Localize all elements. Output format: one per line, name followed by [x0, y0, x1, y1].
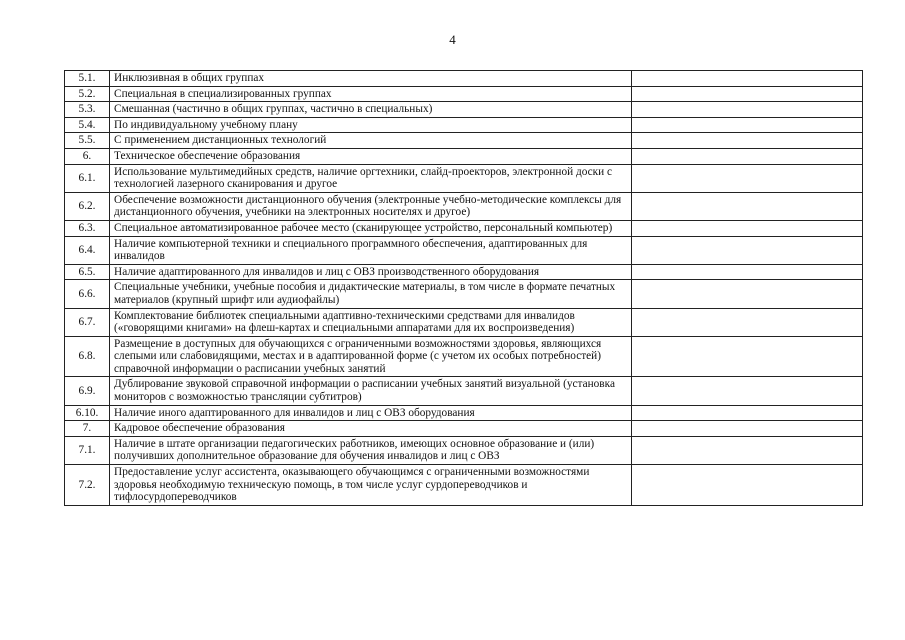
row-number: 5.5. — [65, 133, 110, 149]
table-row — [65, 465, 863, 506]
table-row — [65, 236, 863, 264]
table-row — [65, 264, 863, 280]
row-number: 6.5. — [65, 264, 110, 280]
row-value-cell — [631, 236, 862, 264]
row-number: 6.2. — [65, 192, 110, 220]
table-row — [65, 280, 863, 308]
row-value-cell — [631, 377, 862, 405]
row-description: Смешанная (частично в общих группах, частично в специальных) — [110, 102, 632, 118]
row-number: 6.1. — [65, 164, 110, 192]
row-value-cell — [631, 148, 862, 164]
row-value-cell — [631, 192, 862, 220]
row-description: Наличие компьютерной техники и специального программного обеспечения, адаптированных для инвалидов — [110, 236, 632, 264]
row-number: 6.8. — [65, 336, 110, 377]
row-value-cell — [631, 465, 862, 506]
table-row — [65, 192, 863, 220]
row-description: Наличие иного адаптированного для инвалидов и лиц с ОВЗ оборудования — [110, 405, 632, 421]
table-row — [65, 308, 863, 336]
row-number: 6.4. — [65, 236, 110, 264]
row-description: Комплектование библиотек специальными адаптивно-техническими средствами для инвалидов («говорящими книгами» на флеш-картах и специальными аппаратами для их воспроизведения) — [110, 308, 632, 336]
row-value-cell — [631, 71, 862, 87]
row-value-cell — [631, 264, 862, 280]
row-value-cell — [631, 421, 862, 437]
table-row — [65, 71, 863, 87]
row-description: Размещение в доступных для обучающихся с ограниченными возможностями здоровья, являющихся слепыми или слабовидящими, местах и в адаптированной форме (с учетом их особых потребностей) справочной информации о расписании учебных занятий — [110, 336, 632, 377]
row-number: 6.10. — [65, 405, 110, 421]
table-row — [65, 405, 863, 421]
row-number: 5.3. — [65, 102, 110, 118]
row-number: 7. — [65, 421, 110, 437]
row-description: Инклюзивная в общих группах — [110, 71, 632, 87]
row-description: Техническое обеспечение образования — [110, 148, 632, 164]
row-number: 6.9. — [65, 377, 110, 405]
row-number: 6. — [65, 148, 110, 164]
row-description: Обеспечение возможности дистанционного обучения (электронные учебно-методические комплексы для дистанционного обучения, учебники на электронных носителях и другое) — [110, 192, 632, 220]
table-row — [65, 86, 863, 102]
row-value-cell — [631, 308, 862, 336]
row-number: 6.6. — [65, 280, 110, 308]
row-value-cell — [631, 280, 862, 308]
table-row — [65, 117, 863, 133]
table-row — [65, 102, 863, 118]
row-description: Дублирование звуковой справочной информации о расписании учебных занятий визуальной (установка мониторов с возможностью трансляции субтитров) — [110, 377, 632, 405]
row-description: Специальная в специализированных группах — [110, 86, 632, 102]
row-number: 5.2. — [65, 86, 110, 102]
row-value-cell — [631, 220, 862, 236]
page-number: 4 — [449, 32, 456, 47]
table-row — [65, 148, 863, 164]
table-body — [65, 71, 863, 506]
row-number: 6.7. — [65, 308, 110, 336]
row-value-cell — [631, 133, 862, 149]
row-number: 5.4. — [65, 117, 110, 133]
row-description: Предоставление услуг ассистента, оказывающего обучающимся с ограниченными возможностями здоровья необходимую техническую помощь, в том числе услуг сурдопереводчиков и тифлосурдопереводчиков — [110, 465, 632, 506]
row-value-cell — [631, 405, 862, 421]
table-row — [65, 377, 863, 405]
row-value-cell — [631, 102, 862, 118]
row-value-cell — [631, 436, 862, 464]
row-value-cell — [631, 164, 862, 192]
table-row — [65, 220, 863, 236]
requirements-table — [64, 70, 863, 506]
row-description: Использование мультимедийных средств, наличие оргтехники, слайд-проекторов, электронной доски с технологией лазерного сканирования и другое — [110, 164, 632, 192]
row-description: С применением дистанционных технологий — [110, 133, 632, 149]
row-description: Кадровое обеспечение образования — [110, 421, 632, 437]
row-description: Специальные учебники, учебные пособия и дидактические материалы, в том числе в формате печатных материалов (крупный шрифт или аудиофайлы) — [110, 280, 632, 308]
row-number: 6.3. — [65, 220, 110, 236]
row-description: Специальное автоматизированное рабочее место (сканирующее устройство, персональный компьютер) — [110, 220, 632, 236]
row-value-cell — [631, 86, 862, 102]
row-number: 7.2. — [65, 465, 110, 506]
row-description: Наличие в штате организации педагогических работников, имеющих основное образование и (или) получивших дополнительное образование для обучения инвалидов и лиц с ОВЗ — [110, 436, 632, 464]
row-value-cell — [631, 336, 862, 377]
table-row — [65, 133, 863, 149]
table-row — [65, 421, 863, 437]
table-row — [65, 336, 863, 377]
row-value-cell — [631, 117, 862, 133]
row-description: Наличие адаптированного для инвалидов и лиц с ОВЗ производственного оборудования — [110, 264, 632, 280]
row-number: 7.1. — [65, 436, 110, 464]
row-number: 5.1. — [65, 71, 110, 87]
row-description: По индивидуальному учебному плану — [110, 117, 632, 133]
table-row — [65, 164, 863, 192]
table-row — [65, 436, 863, 464]
